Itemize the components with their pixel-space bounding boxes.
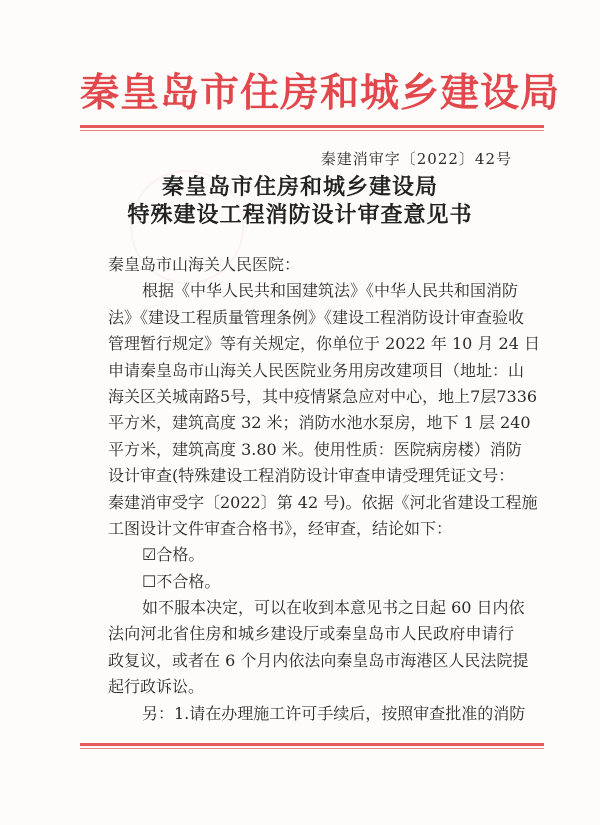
agency-letterhead: 秦皇岛市住房和城乡建设局 — [80, 71, 561, 116]
body-line: 如不服本决定，可以在收到本意见书之日起 60 日内依 — [142, 598, 525, 618]
body-line: 另：1.请在办理施工许可手续后，按照审查批准的消防 — [142, 703, 526, 723]
body-line: 法向河北省住房和城乡建设厅或秦皇岛市人民政府申请行 — [108, 624, 514, 644]
body-line: 法》《建设工程质量管理条例》《建设工程消防设计审查验收 — [108, 307, 525, 327]
document-number: 秦建消审字〔2022〕42号 — [320, 150, 512, 168]
body-line: 起行政诉讼。 — [108, 677, 205, 697]
body-line: 海关区关城南路5号，其中疫情紧急应对中心，地上7层7336 — [108, 386, 538, 406]
body-line: 秦建消审受字〔2022〕第 42 号)。依据《河北省建设工程施 — [108, 492, 538, 512]
body-line: ☑合格。 — [142, 545, 205, 565]
document-title-line-1: 秦皇岛市住房和城乡建设局 — [161, 175, 438, 200]
addressee: 秦皇岛市山海关人民医院： — [108, 255, 301, 274]
body-line: ☐不合格。 — [142, 571, 221, 591]
body-line: 工图设计文件审查合格书》，经审查，结论如下： — [108, 518, 453, 538]
body-line: 根据《中华人民共和国建筑法》《中华人民共和国消防 — [142, 281, 519, 301]
body-line: 管理暂行规定》等有关规定，你单位于 2022 年 10 月 24 日 — [108, 334, 540, 354]
letterhead-divider — [80, 125, 544, 131]
body-line: 政复议，或者在 6 个月内依法向秦皇岛市海港区人民法院提 — [108, 650, 529, 670]
document-title-line-2: 特殊建设工程消防设计审查意见书 — [127, 203, 473, 228]
body-line: 平方米，建筑高度 32 米；消防水池水泵房，地下 1 层 240 — [108, 413, 531, 433]
document-body — [108, 252, 540, 727]
footer-divider — [80, 743, 544, 749]
body-line: 申请秦皇岛市山海关人民医院业务用房改建项目（地址：山 — [108, 360, 525, 380]
body-line: 平方米，建筑高度 3.80 米。使用性质：医院病房楼）消防 — [108, 439, 522, 459]
body-line: 设计审查(特殊建设工程消防设计审查申请受理凭证文号： — [108, 466, 515, 486]
